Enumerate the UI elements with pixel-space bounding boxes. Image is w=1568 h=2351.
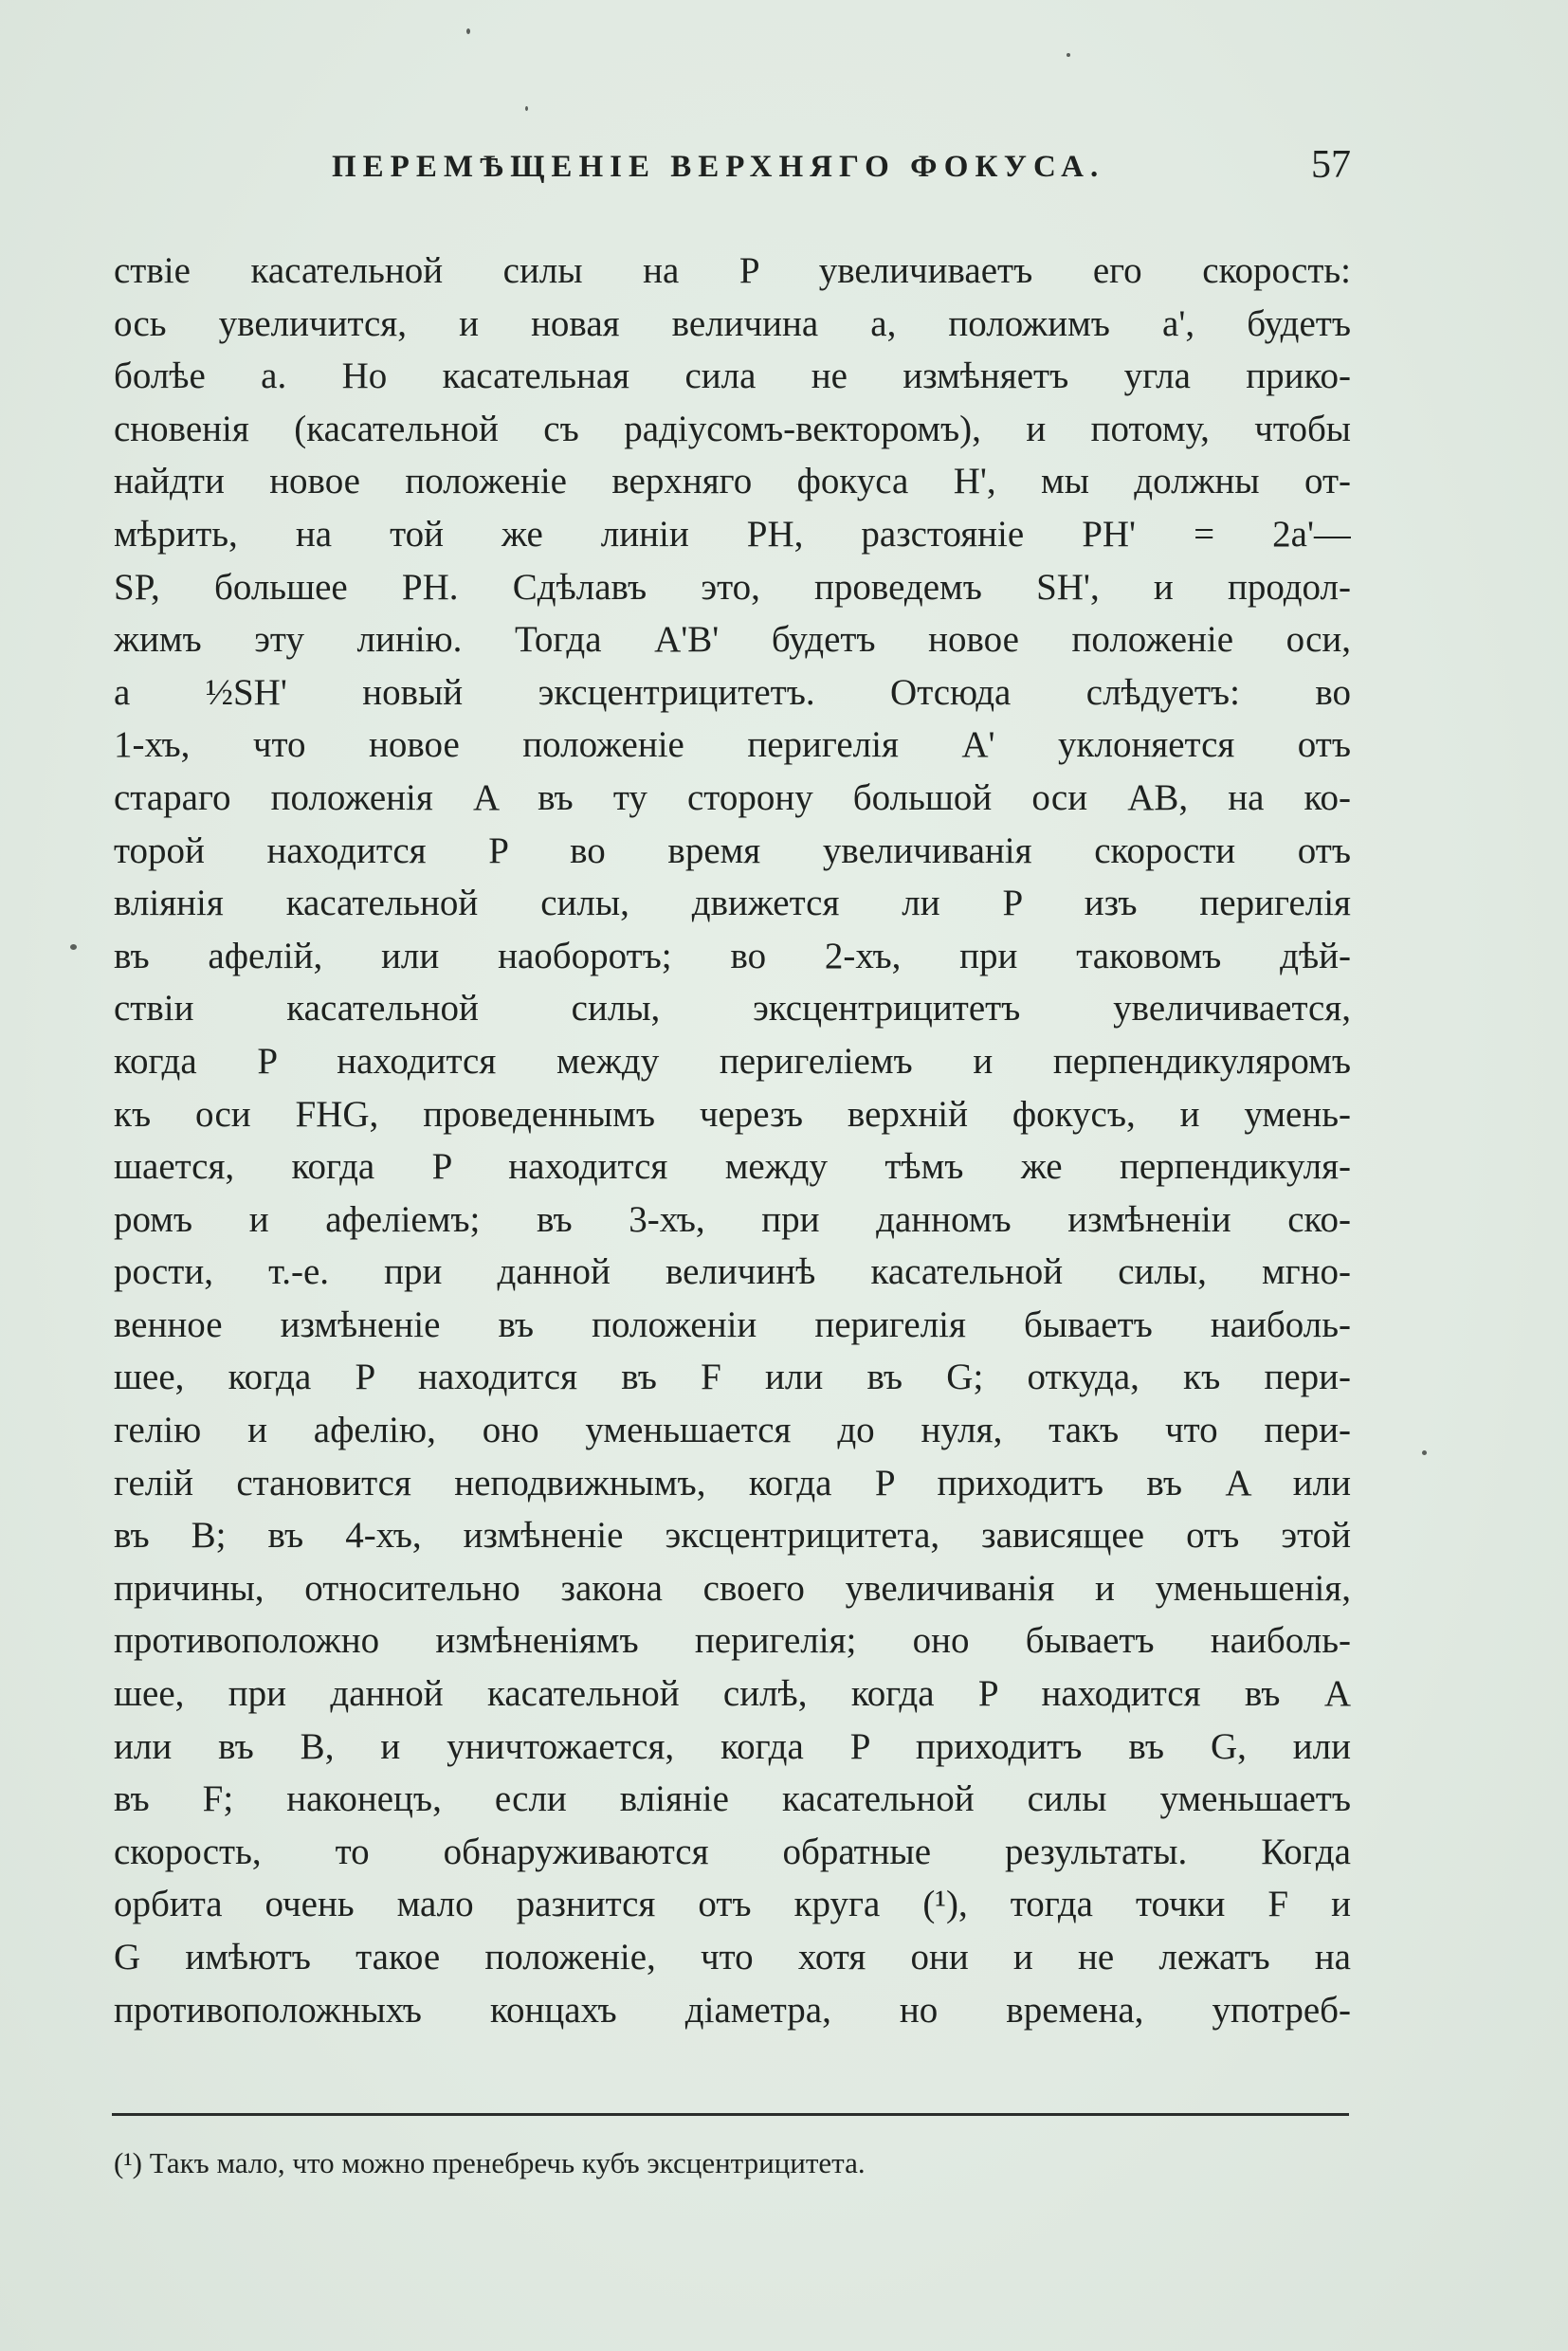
- text-line: ствіи касательной силы, эксцентрицитетъ увеличивается,: [114, 988, 1351, 1030]
- text-line: гелій становится неподвижнымъ, когда P приходитъ въ A или: [114, 1462, 1351, 1504]
- text-line: противоположно измѣненіямъ перигелія; оно бываетъ наиболь-: [114, 1620, 1351, 1662]
- text-line: ось увеличится, и новая величина a, положимъ a', будетъ: [114, 302, 1351, 344]
- paper-speck: [525, 106, 528, 111]
- text-line: причины, относительно закона своего увеличиванія и уменьшенія,: [114, 1567, 1351, 1609]
- text-line: въ F; наконецъ, если вліяніе касательной силы уменьшаетъ: [114, 1778, 1351, 1820]
- page-number: 57: [1311, 143, 1351, 187]
- text-line: жимъ эту линію. Тогда A'B' будетъ новое положеніе оси,: [114, 619, 1351, 661]
- text-line: ствіе касательной силы на P увеличиваетъ его скорость:: [114, 250, 1351, 291]
- paper-speck: [1067, 53, 1070, 57]
- text-line: мѣрить, на той же линіи PH, разстояніе PH' = 2a'—: [114, 513, 1351, 555]
- paper-speck: [70, 944, 77, 950]
- text-line: противоположныхъ концахъ діаметра, но времена, употреб-: [114, 1989, 1351, 2031]
- text-line: вліянія касательной силы, движется ли P изъ перигелія: [114, 883, 1351, 924]
- text-line: шее, при данной касательной силѣ, когда P находится въ A: [114, 1673, 1351, 1715]
- text-line: рости, т.-е. при данной величинѣ касательной силы, мгно-: [114, 1251, 1351, 1293]
- running-title: ПЕРЕМѢЩЕНІЕ ВЕРХНЯГО ФОКУСА.: [332, 150, 1105, 184]
- body-text: [114, 245, 1351, 2036]
- paper-speck: [1422, 1450, 1427, 1455]
- text-line: къ оси FHG, проведеннымъ черезъ верхній фокусъ, и умень-: [114, 1093, 1351, 1135]
- text-line: сновенія (касательной съ радіусомъ-векторомъ), и потому, чтобы: [114, 408, 1351, 449]
- text-line: шее, когда P находится въ F или въ G; откуда, къ пери-: [114, 1357, 1351, 1398]
- text-line: шается, когда P находится между тѣмъ же перпендикуля-: [114, 1146, 1351, 1188]
- text-line: гелію и афелію, оно уменьшается до нуля, такъ что пери-: [114, 1410, 1351, 1451]
- text-line: ромъ и афеліемъ; въ 3-хъ, при данномъ измѣненіи ско-: [114, 1198, 1351, 1240]
- text-line: когда P находится между перигеліемъ и перпендикуляромъ: [114, 1040, 1351, 1082]
- text-line: венное измѣненіе въ положеніи перигелія бываетъ наиболь-: [114, 1303, 1351, 1345]
- text-line: G имѣютъ такое положеніе, что хотя они и не лежатъ на: [114, 1937, 1351, 1977]
- text-line: 1-хъ, что новое положеніе перигелія A' уклоняется отъ: [114, 724, 1351, 766]
- text-line: SP, большее PH. Сдѣлавъ это, проведемъ SH', и продол-: [114, 566, 1351, 608]
- text-line: болѣе a. Но касательная сила не измѣняетъ угла прико-: [114, 355, 1351, 397]
- paper-speck: [466, 28, 470, 34]
- footnote-rule: [112, 2113, 1349, 2116]
- footnote: (¹) Такъ мало, что можно пренебречь кубъ эксцентрицитета.: [114, 2146, 866, 2179]
- text-line: стараго положенія A въ ту сторону большой оси AB, на ко-: [114, 776, 1351, 818]
- text-line: въ афелій, или наоборотъ; во 2-хъ, при таковомъ дѣй-: [114, 935, 1351, 976]
- text-line: орбита очень мало разнится отъ круга (¹), тогда точки F и: [114, 1884, 1351, 1925]
- text-line: или въ B, и уничтожается, когда P приходитъ въ G, или: [114, 1725, 1351, 1767]
- text-line: торой находится P во время увеличиванія скорости отъ: [114, 829, 1351, 871]
- text-line: a ½SH' новый эксцентрицитетъ. Отсюда слѣдуетъ: во: [114, 671, 1351, 713]
- running-head: [114, 142, 1351, 199]
- text-line: въ B; въ 4-хъ, измѣненіе эксцентрицитета, зависящее отъ этой: [114, 1515, 1351, 1557]
- text-line: найдти новое положеніе верхняго фокуса H', мы должны от-: [114, 461, 1351, 502]
- text-line: скорость, то обнаруживаются обратные результаты. Когда: [114, 1831, 1351, 1872]
